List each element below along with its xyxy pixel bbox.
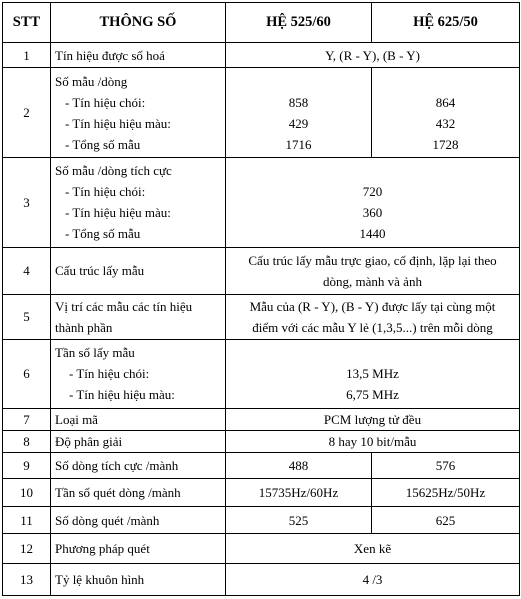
row-param: Số dòng tích cực /mành [51, 453, 226, 478]
item-value: 864 [435, 94, 456, 110]
value-line: dòng, mành và ảnh [323, 273, 422, 289]
row-stt: 8 [3, 430, 51, 452]
row-stt: 1 [3, 43, 51, 68]
row-stt: 7 [3, 408, 51, 430]
item-value: 1728 [432, 136, 459, 152]
row-value: Y, (R - Y), (B - Y) [226, 43, 520, 68]
table-row [3, 408, 520, 430]
row-stt: 12 [3, 533, 51, 564]
table-row [3, 478, 520, 507]
row-value-sys2: 625 [372, 507, 520, 533]
row-value [226, 294, 520, 340]
row-stt: 9 [3, 453, 51, 478]
table-row [3, 158, 520, 248]
row-value-sys2: 15625Hz/50Hz [372, 478, 520, 507]
row-param: Tín hiệu được số hoá [51, 43, 226, 68]
row-param-block [51, 294, 226, 340]
row-param: Số mẫu /dòng [55, 73, 128, 89]
table-row [3, 247, 520, 294]
row-stt: 10 [3, 478, 51, 507]
row-stt: 6 [3, 340, 51, 408]
item-value: 1716 [285, 136, 312, 152]
row-param: Tần số quét dòng /mành [51, 478, 226, 507]
row-stt: 5 [3, 294, 51, 340]
row-param: Tỷ lệ khuôn hình [51, 564, 226, 596]
header-sys1: HỆ 525/60 [226, 3, 372, 43]
value-line: điểm với các mẫu Y lẻ (1,3,5...) trên mỗi dòng [252, 319, 493, 335]
row-values [226, 340, 520, 408]
table-row [3, 430, 520, 452]
row-value-sys2: 576 [372, 453, 520, 478]
row-value-sys1: 525 [226, 507, 372, 533]
value-line: Cấu trúc lấy mẫu trực giao, cố định, lặp lại theo [248, 252, 497, 268]
row-param: Loại mã [51, 408, 226, 430]
table-row [3, 43, 520, 68]
item-value: 6,75 MHz [346, 387, 399, 403]
header-stt: STT [3, 3, 51, 43]
row-param-block [51, 340, 226, 408]
row-value: PCM lượng tử đều [226, 408, 520, 430]
item-label: - Tín hiệu hiệu màu: [69, 387, 175, 403]
row-param: Cấu trúc lấy mẫu [51, 247, 226, 294]
table-row [3, 533, 520, 564]
item-label: - Tín hiệu chói: [65, 184, 146, 200]
row-value [226, 247, 520, 294]
table-row [3, 453, 520, 478]
item-value: 13,5 MHz [346, 366, 399, 382]
param-line: thành phần [55, 319, 113, 335]
header-row [3, 3, 520, 43]
item-label: - Tổng số mẫu [65, 226, 141, 242]
row-value: Xen kẽ [226, 533, 520, 564]
row-param-block [51, 68, 226, 158]
item-label: - Tín hiệu hiệu màu: [65, 205, 171, 221]
table-row [3, 507, 520, 533]
row-value: 4 /3 [226, 564, 520, 596]
row-value-sys1: 15735Hz/60Hz [226, 478, 372, 507]
row-values [226, 158, 520, 248]
table-row [3, 564, 520, 596]
item-label: - Tín hiệu chói: [69, 366, 150, 382]
row-param: Độ phân giải [51, 430, 226, 452]
row-param: Số dòng quét /mành [51, 507, 226, 533]
item-value: 432 [435, 115, 456, 131]
row-stt: 11 [3, 507, 51, 533]
item-value: 360 [362, 205, 383, 221]
param-line: Vị trí các mẫu các tín hiệu [55, 298, 193, 314]
item-value: 858 [288, 94, 309, 110]
row-stt: 13 [3, 564, 51, 596]
row-values-sys2 [372, 68, 520, 158]
value-line: Mẫu của (R - Y), (B - Y) được lấy tại cùng một [249, 298, 496, 314]
row-param-block [51, 158, 226, 248]
item-label: - Tín hiệu hiệu màu: [65, 115, 171, 131]
table-row [3, 294, 520, 340]
row-param: Tần số lấy mẫu [55, 345, 135, 361]
table-row [3, 340, 520, 408]
item-value: 720 [362, 184, 383, 200]
row-param: Phương pháp quét [51, 533, 226, 564]
row-stt: 2 [3, 68, 51, 158]
item-label: - Tổng số mẫu [65, 136, 141, 152]
table-row [3, 68, 520, 158]
item-value: 429 [288, 115, 309, 131]
row-values-sys1 [226, 68, 372, 158]
item-value: 1440 [359, 226, 386, 242]
item-label: - Tín hiệu chói: [65, 94, 146, 110]
row-param: Số mẫu /dòng tích cực [55, 163, 172, 179]
header-param: THÔNG SỐ [51, 3, 226, 43]
row-value: 8 hay 10 bit/mẫu [226, 430, 520, 452]
row-stt: 4 [3, 247, 51, 294]
row-value-sys1: 488 [226, 453, 372, 478]
header-sys2: HỆ 625/50 [372, 3, 520, 43]
spec-table [2, 2, 520, 596]
row-stt: 3 [3, 158, 51, 248]
